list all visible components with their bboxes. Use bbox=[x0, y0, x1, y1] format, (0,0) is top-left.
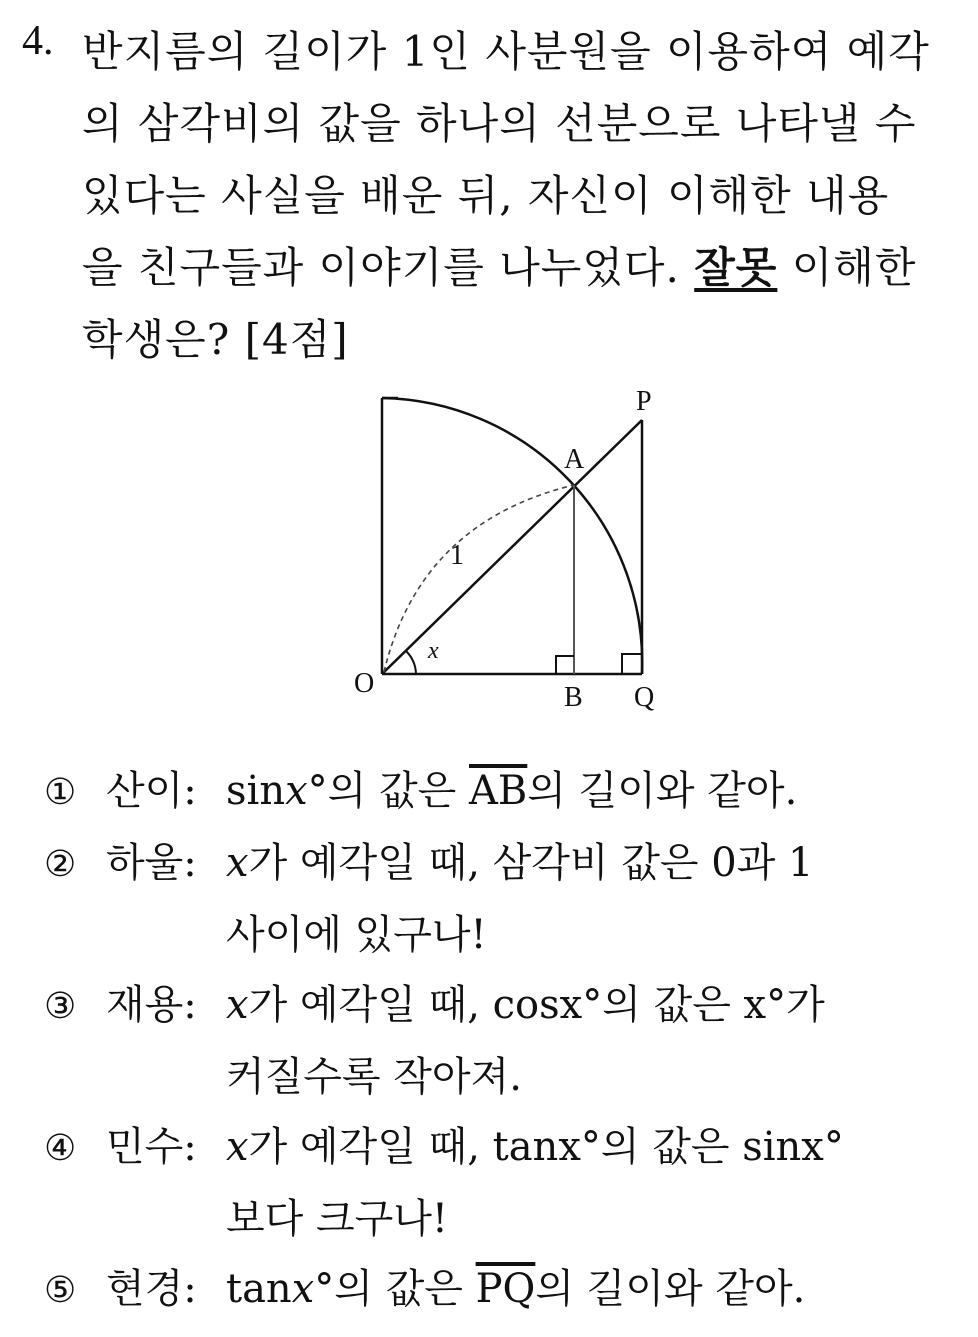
choice-2-var: x bbox=[226, 840, 249, 886]
choice-5-p2: °의 값은 bbox=[314, 1266, 476, 1312]
choice-3[interactable] bbox=[44, 970, 944, 1112]
choice-4-mark: ④ bbox=[44, 1128, 77, 1169]
choice-1-text bbox=[226, 768, 797, 814]
choice-2-text bbox=[226, 840, 814, 886]
choice-5-text bbox=[226, 1266, 805, 1312]
label-o: O bbox=[354, 668, 375, 699]
stem-line-3: 있다는 사실을 배운 뒤, 자신이 이해한 내용 bbox=[82, 171, 890, 220]
angle-arc bbox=[406, 651, 416, 674]
choice-1-name: 산이: bbox=[106, 768, 197, 814]
choice-5-var: x bbox=[291, 1266, 315, 1312]
figure-svg bbox=[340, 372, 700, 732]
choice-2-continuation: 사이에 있구나! bbox=[226, 912, 487, 958]
choice-1[interactable] bbox=[44, 756, 944, 828]
choice-4-var: x bbox=[226, 1124, 249, 1170]
choice-2[interactable] bbox=[44, 828, 944, 970]
choice-4-p2: 가 예각일 때, tan bbox=[248, 1124, 559, 1170]
label-q: Q bbox=[634, 682, 655, 713]
stem-line-2: 의 삼각비의 값을 하나의 선분으로 나타낼 수 bbox=[82, 99, 917, 148]
choice-1-mark: ① bbox=[44, 772, 77, 813]
label-angle-x: x bbox=[428, 638, 439, 664]
choice-3-p3: x°의 값은 x°가 bbox=[559, 982, 825, 1028]
choice-1-p3: 의 길이와 같아. bbox=[527, 768, 798, 814]
label-a: A bbox=[564, 444, 585, 475]
choice-5-mark: ⑤ bbox=[44, 1270, 77, 1311]
choice-3-text bbox=[226, 982, 825, 1028]
choice-1-var: x bbox=[285, 768, 308, 814]
stem-line-5: 학생은? [4점] bbox=[82, 315, 349, 364]
choice-3-p2: 가 예각일 때, cos bbox=[248, 982, 560, 1028]
choice-4-text bbox=[226, 1124, 844, 1170]
choice-4[interactable] bbox=[44, 1112, 944, 1254]
stem-line-4-tail: 이해한 bbox=[777, 243, 917, 292]
label-radius: 1 bbox=[450, 540, 464, 571]
choice-5[interactable] bbox=[44, 1254, 944, 1326]
choice-4-name: 민수: bbox=[106, 1124, 197, 1170]
choice-2-mark: ② bbox=[44, 844, 77, 885]
question-stem bbox=[82, 16, 952, 376]
choice-3-var: x bbox=[226, 982, 249, 1028]
label-b: B bbox=[564, 682, 583, 713]
choice-4-p3: x°의 값은 sinx° bbox=[558, 1124, 844, 1170]
right-angle-q bbox=[622, 654, 642, 674]
answer-choices bbox=[44, 756, 944, 1326]
choice-5-p1: tan bbox=[226, 1266, 292, 1312]
choice-1-segment: $\overline{AB}$ bbox=[469, 768, 528, 814]
segment-op bbox=[382, 420, 642, 674]
choice-3-continuation: 커질수록 작아져. bbox=[226, 1054, 522, 1100]
choice-1-p1: sin bbox=[226, 768, 286, 814]
choice-5-p3: 의 길이와 같아. bbox=[535, 1266, 806, 1312]
choice-5-name: 현경: bbox=[106, 1266, 197, 1312]
choice-2-name: 하울: bbox=[106, 840, 197, 886]
choice-2-p2: 가 예각일 때, 삼각비 값은 0과 1 bbox=[248, 840, 814, 886]
emphasis-wrong: 잘못 bbox=[694, 243, 778, 292]
choice-3-mark: ③ bbox=[44, 986, 77, 1027]
choice-1-p2: °의 값은 bbox=[307, 768, 470, 814]
label-p: P bbox=[636, 386, 652, 417]
question-number: 4. bbox=[22, 18, 54, 64]
choice-4-continuation: 보다 크구나! bbox=[226, 1196, 448, 1242]
quarter-arc bbox=[382, 398, 642, 674]
choice-5-segment: $\overline{PQ}$ bbox=[475, 1266, 536, 1312]
stem-line-4-head: 을 친구들과 이야기를 나누었다. bbox=[82, 243, 695, 292]
right-angle-b bbox=[556, 656, 574, 674]
choice-3-name: 재용: bbox=[106, 982, 197, 1028]
stem-line-4 bbox=[82, 232, 952, 304]
quarter-circle-figure bbox=[340, 372, 700, 732]
stem-line-1: 반지름의 길이가 1인 사분원을 이용하여 예각 bbox=[82, 27, 930, 76]
